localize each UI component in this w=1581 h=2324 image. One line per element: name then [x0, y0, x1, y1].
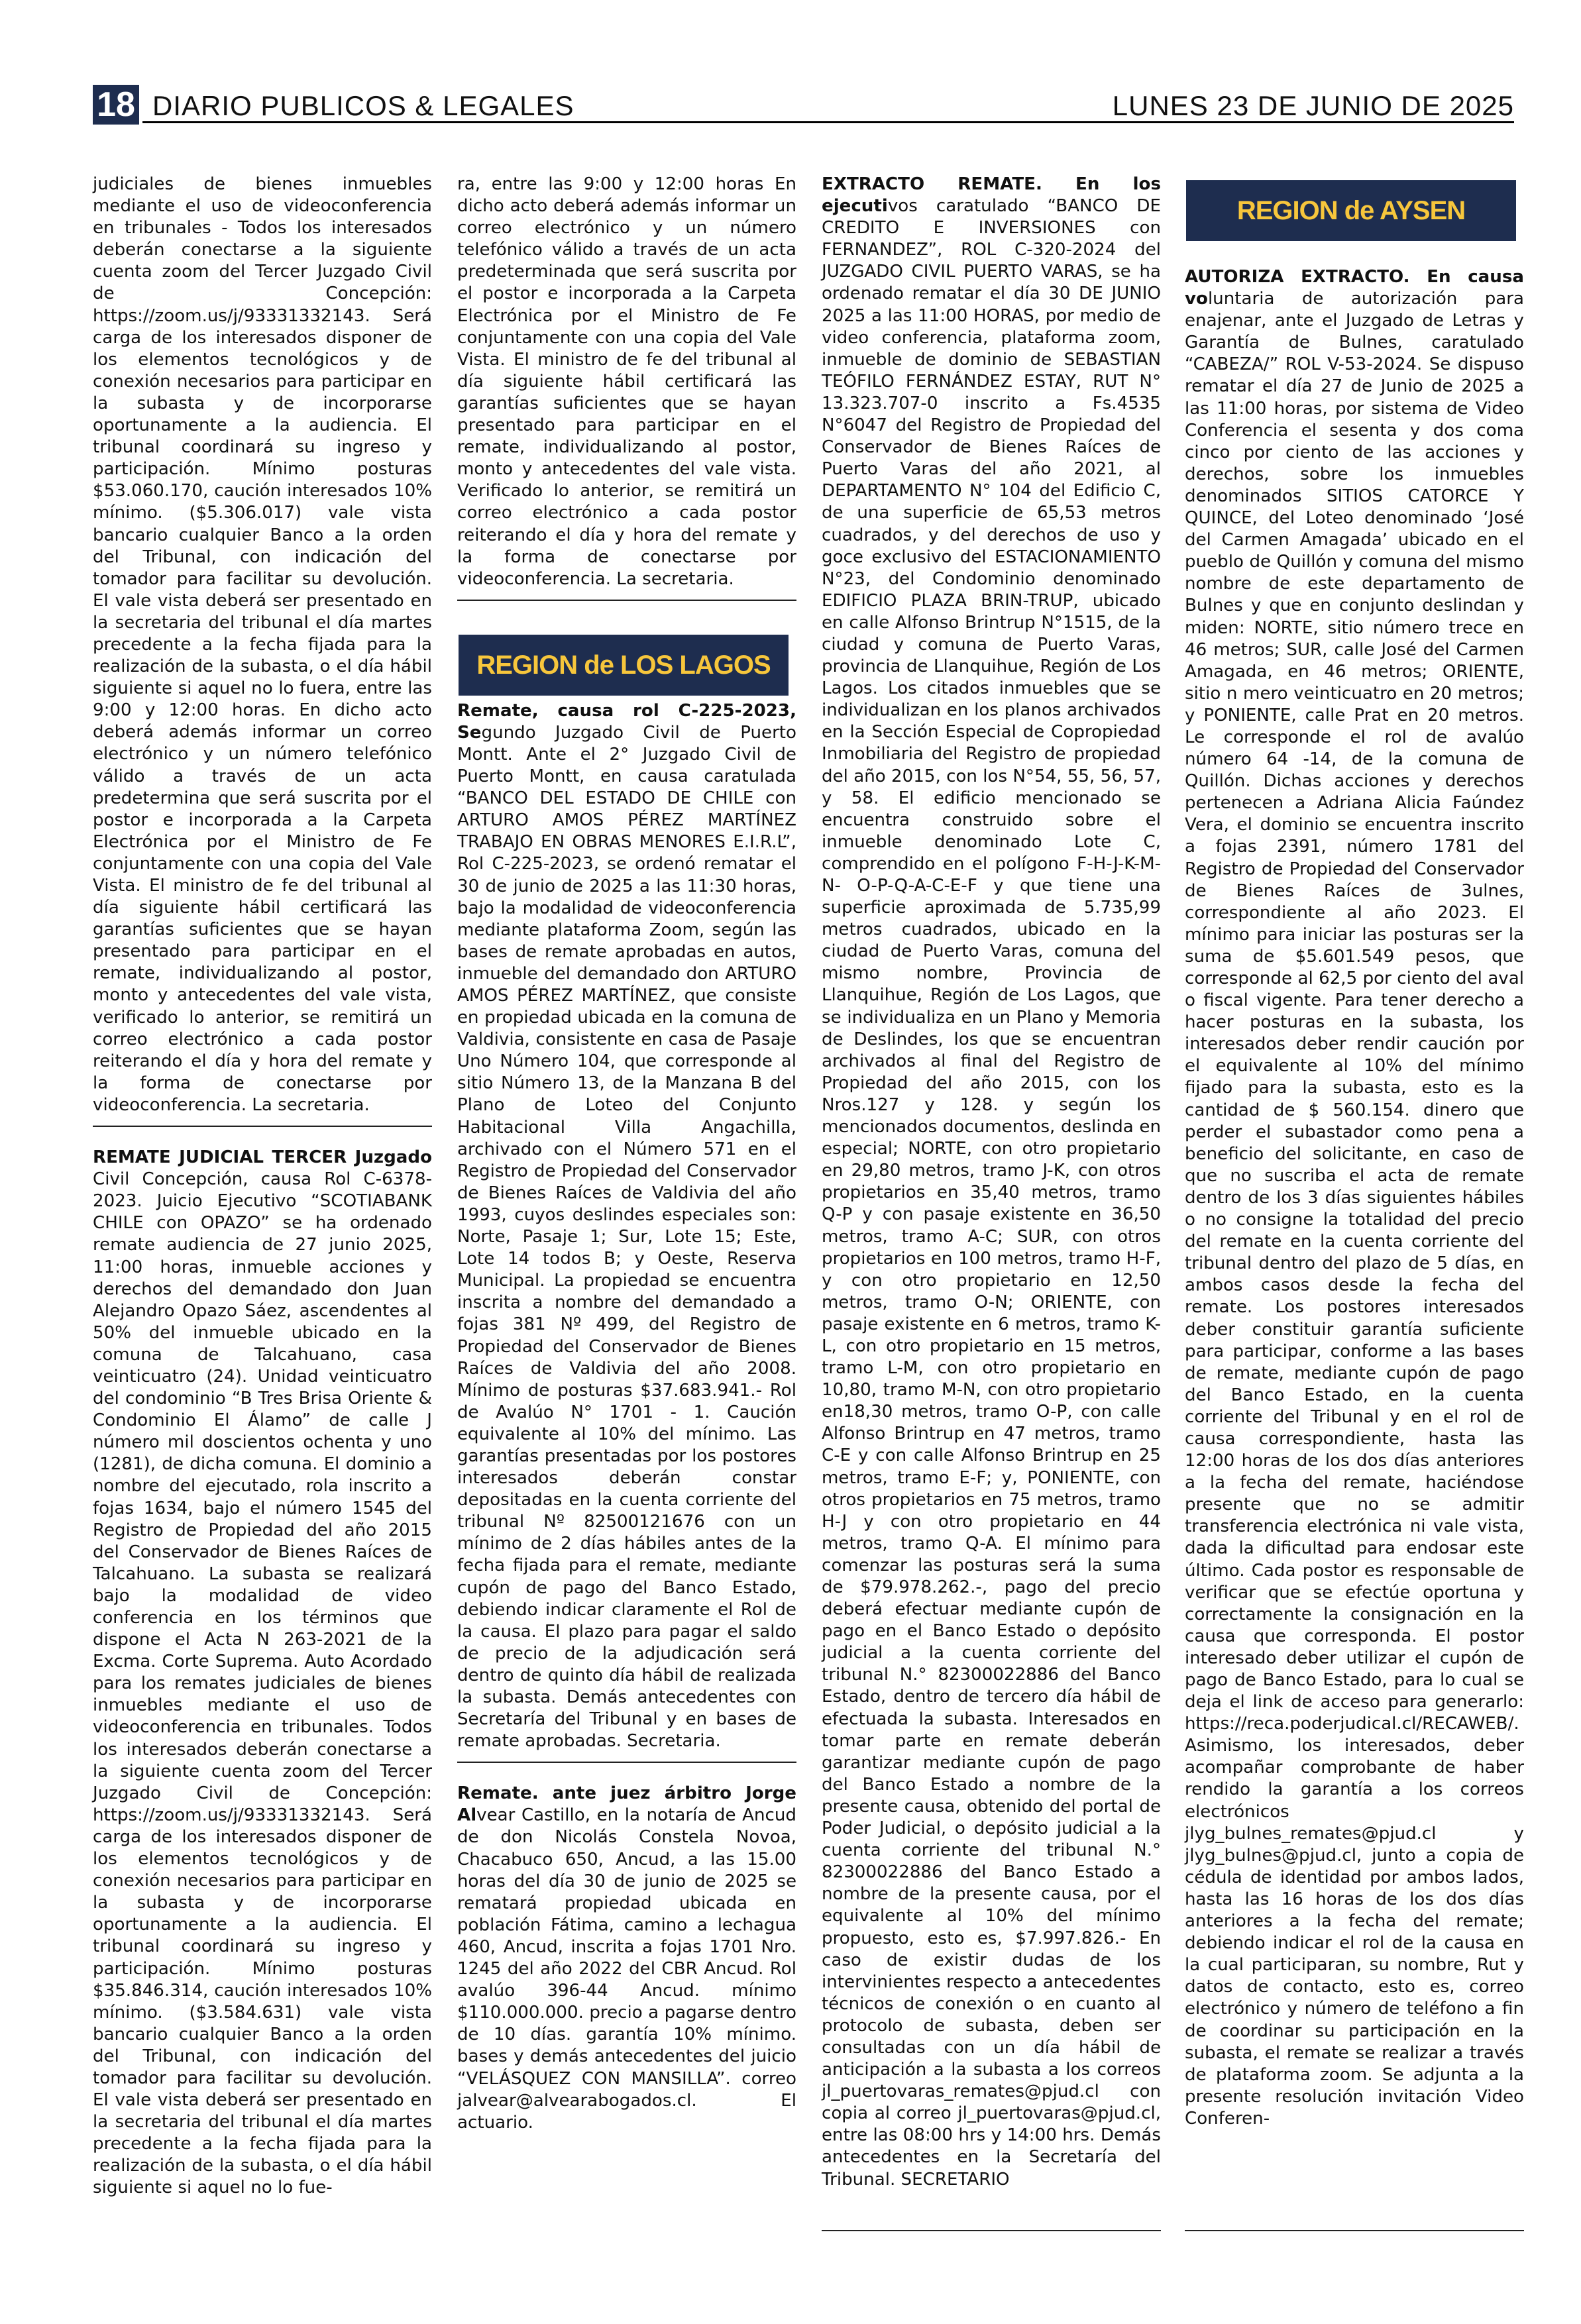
- notice-autoriza-extracto: [1185, 266, 1524, 2130]
- column-4: [1185, 266, 1524, 2130]
- notice-continued-text: ra, entre las 9:00 y 12:00 horas En dicho acto deberá además informar un correo electrónico y un número telefónico válido a través de un acta predeterminada que será suscrita por el postor e incorporada a la Carpeta Electrónica por el Ministro de Fe conjuntamente con una copia del Vale Vista. El ministro de fe del tribunal al día siguiente hábil certificará las garantías suficientes que se hayan presentado para participar en el remate, individualizando al postor, monto y antecedentes del vale vista. Verificado lo anterior, se remitirá un correo electrónico a cada postor reiterando el día y hora del remate y la forma de conectarse por videoconferencia. La secretaria.: [457, 174, 796, 601]
- notice-continued-text: judiciales de bienes inmuebles mediante el uso de videoconferencia en tribunales - Todos los interesados deberán conectarse a la siguiente cuenta zoom del Tercer Juzgado Civil de Concepción: https://zoom.us/j/93331332143. Será carga de los interesados disponer de los elementos tecnológicos y de conexión necesarios para participar en la subasta y de incorporarse oportunamente a la audiencia. El tribunal coordinará su ingreso y participación. Mínimo posturas $53.060.170, caución interesados 10% mínimo. ($5.306.017) vale vista bancario cualquier Banco a la orden del Tribunal, con indicación del tomador para facilitar su devolución. El vale vista deberá ser presentado en la secretaria del tribunal el día martes precedente a la fecha fijada para la realización de la subasta, o el día hábil siguiente si aquel no lo fuera, entre las 9:00 y 12:00 horas. En dicho acto deberá además informar un correo electrónico y un número telefónico válido a través de un acta predetermina que será suscrita por el postor e incorporada a la Carpeta Electrónica por el Ministro de Fe conjuntamente con una copia del Vale Vista. El ministro de fe del tribunal al día siguiente hábil certificará las garantías suficientes que se hayan presentado para participar en el remate, individualizando al postor, monto y antecedentes del vale vista, verificado lo anterior, se remitirá un correo electrónico a cada postor reiterando el día y hora del remate y la forma de conectarse por videoconferencia. La secretaria.: [93, 174, 432, 1127]
- notice-remate-judicial-tercer-juzgado: [93, 1147, 432, 2199]
- publication-name: DIARIO PUBLICOS & LEGALES: [152, 90, 574, 121]
- notice-body: luntaria de autorización para enajenar, ante el Juzgado de Letras y Garantía de Bulnes, caratulado “CABEZA/” ROL V-53-2024. Se dispuso rematar el día 27 de Junio de 2025 a las 11:00 horas, por sistema de Video Conferencia el sesenta y dos coma cinco por ciento de las acciones y derechos, sobre los inmuebles denominados SITIOS CATORCE Y QUINCE, del Loteo denominado ‘José del Carmen Amagada’ ubicado en el pueblo de Quillón y comuna del mismo nombre de este departamento de Bulnes y que en conjunto deslindan y miden: NORTE, sitio número trece en 46 metros; SUR, calle José del Carmen Amagada, en 46 metros; ORIENTE, sitio n mero veinticuatro en 20 metros; y PONIENTE, calle Prat en 20 metros. Le corresponde el rol de avalúo número 64 -14, de la comuna de Quillón. Dichas acciones y derechos pertenecen a Adriana Alicia Faúndez Vera, el dominio se encuentra inscrito a fojas 2391, número 1781 del Registro de Propiedad del Conservador de Bienes Raíces de 3ulnes, correspondiente al año 2023. El mínimo para iniciar las posturas ser la suma de $5.601.549 pesos, que corresponde al 62,5 por ciento del aval o fiscal vigente. Para tener derecho a hacer posturas en la subasta, los interesados deber rendir caución por el equivalente al 10% del mínimo fijado para la subasta, esto es la cantidad de $ 560.154. dinero que perder el subastador como pena a beneficio del solicitante, en caso de que no suscriba el acta de remate dentro de los 3 días siguientes hábiles o no consigne la totalidad del precio del remate en la cuenta corriente del tribunal dentro del plazo de 5 días, en ambos casos desde la fecha del remate. Los postores interesados deber constituir garantía suficiente para participar, conforme a las bases de remate, mediante cupón de pago del Banco Estado, en la cuenta corriente del Tribunal y en el rol de causa correspondiente, hasta las 12:00 horas de los dos días anteriores a la fecha del remate, haciéndose presente que no se admitir transferencia electrónica ni vale vista, dada la dificultad para endosar este último. Cada postor es responsable de verificar que se efectúe oportuna y correctamente la consignación en la causa que corresponda. El postor interesado deber utilizar el cupón de pago de Banco Estado, para lo cual se deja el link de acceso para generarlo: https://reca.poderjudical.cl/RECAWEB/. Asimismo, los interesados, deber acompañar comprobante de haber rendido la garantía a los correos electrónicos jlyg_bulnes_remates@pjud.cl y jlyg_bulnes@pjud.cl, junto a copia de cédula de identidad por ambos lados, hasta las 16 horas de los dos días anteriores a la fecha del remate; debiendo indicar el rol de la causa en la cual participaran, su nombre, Rut y datos de contacto, esto es, correo electrónico y número de teléfono a fin de coordinar su participación en la subasta, el remate se realizar a través de plataforma zoom. Se adjunta a la presente resolución invitación Video Conferen-: [1185, 289, 1524, 2129]
- page-header: [93, 85, 1514, 125]
- column-1: [93, 174, 432, 2199]
- notice-heading: Remate, causa rol C-225-2023, Se: [457, 700, 796, 743]
- notice-body: vear Castillo, en la notaría de Ancud de don Nicolás Constela Novoa, Chacabuco 650, Ancud, a las 15.00 horas del día 30 de junio de 2025 se rematará propiedad ubicada en población Fátima, camino a lechagua 460, Ancud, inscrita a fojas 1701 Nro. 1245 del año 2022 del CBR Ancud. Rol avalúo 396-44 Ancud. mínimo $110.000.000. precio a pagarse dentro de 10 días. garantía 10% mínimo. bases y demás antecedentes del juicio “VELÁSQUEZ CON MANSILLA”. correo jalvear@alvearabogados.cl. El actuario.: [457, 1805, 796, 2133]
- region-los-lagos-banner: [459, 635, 789, 696]
- notice-extracto-remate: [822, 174, 1161, 2191]
- column-4-end-rule: [1185, 2230, 1524, 2231]
- notice-remate-c-225-2023: [457, 700, 796, 1764]
- column-2: [457, 174, 796, 2134]
- page-number: 18: [93, 85, 139, 125]
- notice-body: gundo Juzgado Civil de Puerto Montt. Ante el 2° Juzgado Civil de Puerto Montt, en causa caratulada “BANCO DEL ESTADO DE CHILE con ARTURO AMOS PÉREZ MARTÍNEZ TRABAJO EN OBRAS MENORES E.I.R.L”, Rol C-225-2023, se ordenó rematar el 30 de junio de 2025 a las 11:30 horas, bajo la modalidad de videoconferencia mediante plataforma Zoom, según las bases de remate aprobadas en autos, inmueble del demandado don ARTURO AMOS PÉREZ MARTÍNEZ, que consiste en propiedad ubicada en la comuna de Valdivia, consistente en casa de Pasaje Uno Número 104, que corresponde al sitio Número 13, de la Manzana B del Plano de Loteo del Conjunto Habitacional Villa Angachilla, archivado con el Número 571 en el Registro de Propiedad del Conservador de Bienes Raíces de Valdivia del año 1993, cuyos deslindes especiales son: Norte, Pasaje 1; Sur, Lote 15; Este, Lote 14 todos B; y Oeste, Reserva Municipal. La propiedad se encuentra inscrita a nombre del demandado a fojas 381 Nº 499, del Registro de Propiedad del Conservador de Bienes Raíces de Valdivia del año 2008. Mínimo de posturas $37.683.941.- Rol de Avalúo N° 1701 - 1. Caución equivalente al 10% del mínimo. Las garantías presentadas por los postores interesados deberán constar depositadas en la cuenta corriente del tribunal Nº 82500121676 con un mínimo de 2 días hábiles antes de la fecha fijada para el remate, mediante cupón de pago del Banco Estado, debiendo indicar claramente el Rol de la causa. El plazo para pagar el saldo de precio de la adjudicación será dentro de quinto día hábil de realizada la subasta. Demás antecedentes con Secretaría del Tribunal y en bases de remate aprobadas. Secretaria.: [457, 722, 796, 1752]
- column-3: [822, 174, 1161, 2191]
- region-banner-title: REGION de AYSEN: [1236, 195, 1466, 225]
- notice-heading: Remate. ante juez árbitro Jorge Al: [457, 1783, 796, 1826]
- notice-heading: AUTORIZA EXTRACTO. En causa vo: [1185, 267, 1524, 309]
- header-divider: [142, 121, 1514, 123]
- region-banner-title: REGION de LOS LAGOS: [476, 650, 771, 680]
- notice-heading: REMATE JUDICIAL TERCER Juzgado: [93, 1147, 432, 1168]
- publication-date: LUNES 23 DE JUNIO DE 2025: [1112, 90, 1514, 121]
- notice-body: Civil Concepción, causa Rol C-6378-2023. Juicio Ejecutivo “SCOTIABANK CHILE con OPAZO” se ha ordenado remate audiencia de 27 junio 2025, 11:00 horas, inmueble acciones y derechos del demandado don Juan Alejandro Opazo Sáez, ascendentes al 50% del inmueble ubicado en la comuna de Talcahuano, casa veinticuatro (24). Unidad veinticuatro del condominio “B Tres Brisa Oriente & Condominio El Álamo” de calle J número mil doscientos ochenta y uno (1281), de dicha comuna. El dominio a nombre del ejecutado, rola inscrito a fojas 1634, bajo el número 1545 del Registro de Propiedad del año 2015 del Conservador de Bienes Raíces de Talcahuano. La subasta se realizará bajo la modalidad de video conferencia en los términos que dispone el Acta N 263-2021 de la Excma. Corte Suprema. Auto Acordado para los remates judiciales de bienes inmuebles mediante el uso de videoconferencia en tribunales. Todos los interesados deberán conectarse a la siguiente cuenta zoom del Tercer Juzgado Civil de Concepción: https://zoom.us/j/93331332143. Será carga de los interesados disponer de los elementos tecnológicos y de conexión necesarios para participar en la subasta y de incorporarse oportunamente a la audiencia. El tribunal coordinará su ingreso y participación. Mínimo posturas $35.846.314, caución interesados 10% mínimo. ($3.584.631) vale vista bancario cualquier Banco a la orden del Tribunal, con indicación del tomador para facilitar su devolución. El vale vista deberá ser presentado en la secretaria del tribunal el día martes precedente a la fecha fijada para la realización de la subasta, o el día hábil siguiente si aquel no lo fue-: [93, 1169, 432, 2198]
- region-aysen-banner: [1186, 180, 1516, 241]
- notice-remate-juez-arbitro: [457, 1783, 796, 2134]
- notice-heading: EXTRACTO REMATE. En los ejecuti: [822, 174, 1161, 217]
- notice-body: vos caratulado “BANCO DE CREDITO E INVERSIONES con FERNANDEZ”, ROL C-320-2024 del JUZGADO CIVIL PUERTO VARAS, se ha ordenado rematar el día 30 DE JUNIO 2025 a las 11:00 HORAS, por medio de video conferencia, plataforma zoom, inmueble de dominio de SEBASTIAN TEÓFILO FERNÁNDEZ ESTAY, RUT N° 13.323.707-0 inscrito a Fs.4535 N°6047 del Registro de Propiedad del Conservador de Bienes Raíces de Puerto Varas del año 2021, al DEPARTAMENTO N° 104 del Edificio C, de una superficie de 65,53 metros cuadrados, y del derechos de uso y goce exclusivo del ESTACIONAMIENTO N°23, del Condominio denominado EDIFICIO PLAZA BRIN-TRUP, ubicado en calle Alfonso Brintrup N°1515, de la ciudad y comuna de Puerto Varas, provincia de Llanquihue, Región de Los Lagos. Los citados inmuebles que se individualizan en los planos archivados en la Sección Especial de Copropiedad Inmobiliaria del Registro de propiedad del año 2015, con los N°54, 55, 56, 57, y 58. El edificio mencionado se encuentra construido sobre el inmueble denominado Lote C, comprendido en el polígono F-H-J-K-M-N- O-P-Q-A-C-E-F y que tiene una superficie aproximada de 5.735,99 metros cuadrados, ubicado en la ciudad de Puerto Varas, comuna del mismo nombre, Provincia de Llanquihue, Región de Los Lagos, que se individualiza en un Plano y Memoria de Deslindes, los que se encuentran archivados al final del Registro de Propiedad del año 2015, con los Nros.127 y 128. y según los mencionados documentos, deslinda en especial; NORTE, con otro propietario en 29,80 metros, tramo J-K, con otros propietarios en 35,40 metros, tramo Q-P y con pasaje existente en 36,50 metros, tramo A-C; SUR, con otros propietarios en 100 metros, tramo H-F, y con otro propietario en 12,50 metros, tramo O-N; ORIENTE, con pasaje existente en 6 metros, tramo K-L, con otro propietario en 15 metros, tramo L-M, con otro propietario en 10,80, tramo M-N, con otro propietario en18,30 metros, tramo O-P, con calle Alfonso Brintrup en 47 metros, tramo C-E y con calle Alfonso Brintrup en 25 metros, tramo E-F; y, PONIENTE, con otros propietarios en 75 metros, tramo H-J y con otro propietario en 44 metros, tramo Q-A. El mínimo para comenzar las posturas será la suma de $79.978.262.-, pago del precio deberá efectuar mediante cupón de pago en el Banco Estado o depósito judicial a la cuenta corriente del tribunal N.° 82300022886 del Banco Estado, dentro de tercero día hábil de efectuada la subasta. Interesados en tomar parte en remate deberán garantizar mediante cupón de pago del Banco Estado a nombre de la presente causa, obtenido del portal de Poder Judicial, o depósito judicial a la cuenta corriente del tribunal N.° 82300022886 del Banco Estado a nombre de la presente causa, por el equivalente al 10% del mínimo propuesto, esto es, $7.997.826.- En caso de existir dudas de los intervinientes respecto a antecedentes técnicos de conexión o en cuanto al protocolo de subasta, deben ser consultadas con un día hábil de anticipación a la subasta a los correos jl_puertovaras_remates@pjud.cl con copia al correo jl_puertovaras@pjud.cl, entre las 08:00 hrs y 14:00 hrs. Demás antecedentes en la Secretaría del Tribunal. SECRETARIO: [822, 196, 1161, 2190]
- column-3-end-rule: [822, 2230, 1161, 2231]
